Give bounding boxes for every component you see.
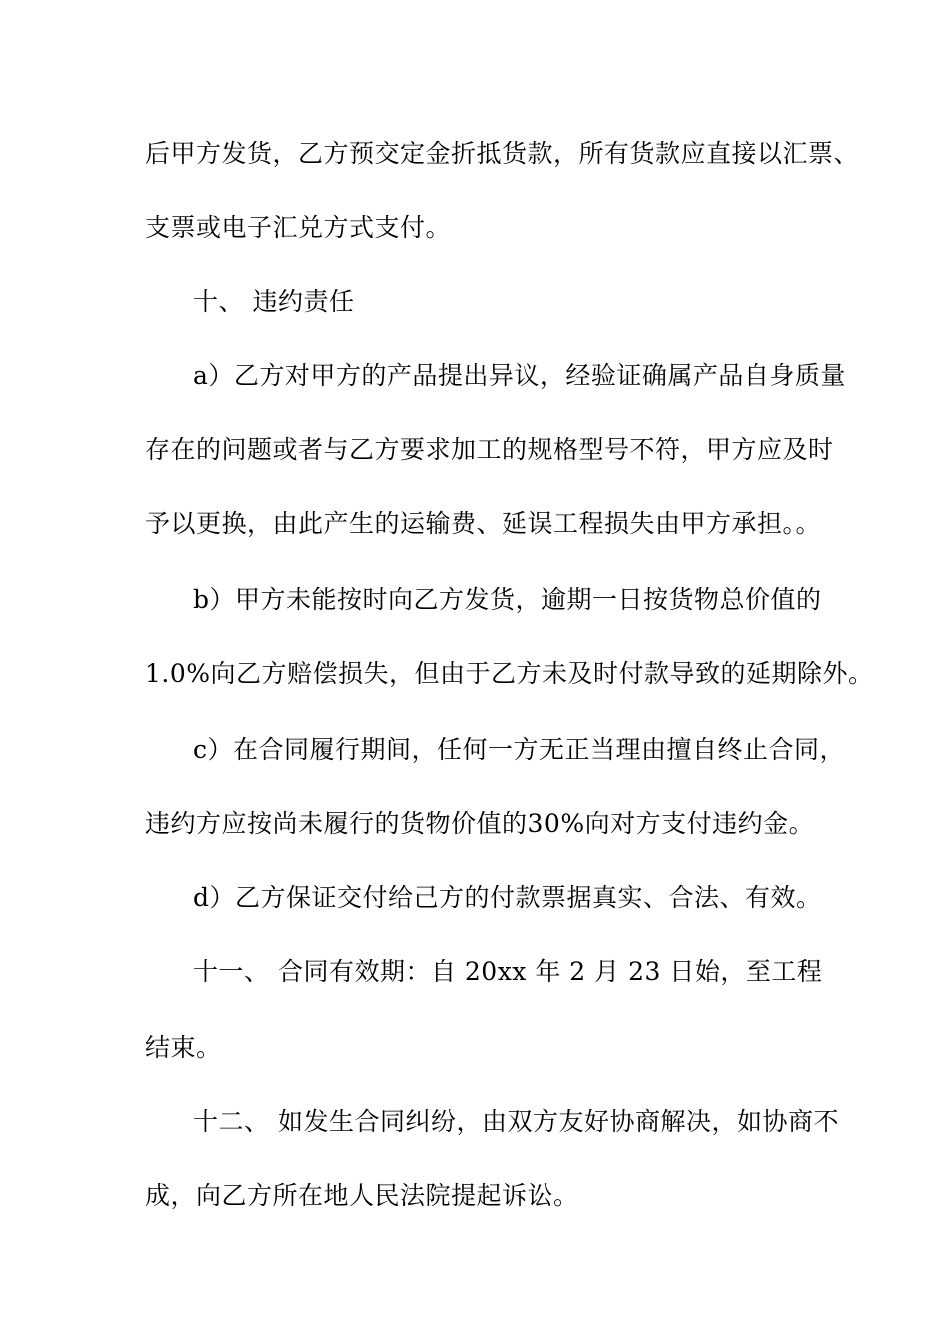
text-line: 后甲方发货，乙方预交定金折抵货款，所有货款应直接以汇票、 — [145, 139, 860, 168]
text-line: 支票或电子汇兑方式支付。 — [145, 213, 452, 242]
text-line: 结束。 — [145, 1033, 222, 1062]
text-line: 1.0%向乙方赔偿损失，但由于乙方未及时付款导致的延期除外。 — [145, 659, 874, 688]
text-line: 违约方应按尚未履行的货物价值的30%向对方支付违约金。 — [145, 809, 815, 838]
text-line: 予以更换，由此产生的运输费、延误工程损失由甲方承担。。 — [145, 509, 822, 538]
clause-c: c）在合同履行期间，任何一方无正当理由擅自终止合同， — [193, 735, 846, 764]
section-eleven: 十一、 合同有效期：自 20xx 年 2 月 23 日始，至工程 — [193, 957, 823, 986]
text-line: 存在的问题或者与乙方要求加工的规格型号不符，甲方应及时 — [145, 435, 834, 464]
section-heading: 十、 违约责任 — [193, 287, 355, 316]
clause-a: a）乙方对甲方的产品提出异议，经验证确属产品自身质量 — [193, 361, 846, 390]
clause-b: b）甲方未能按时向乙方发货，逾期一日按货物总价值的 — [193, 585, 822, 614]
text-line: 成，向乙方所在地人民法院提起诉讼。 — [145, 1181, 579, 1210]
section-twelve: 十二、 如发生合同纠纷，由双方友好协商解决，如协商不 — [193, 1107, 839, 1136]
clause-d: d）乙方保证交付给己方的付款票据真实、合法、有效。 — [193, 883, 822, 912]
